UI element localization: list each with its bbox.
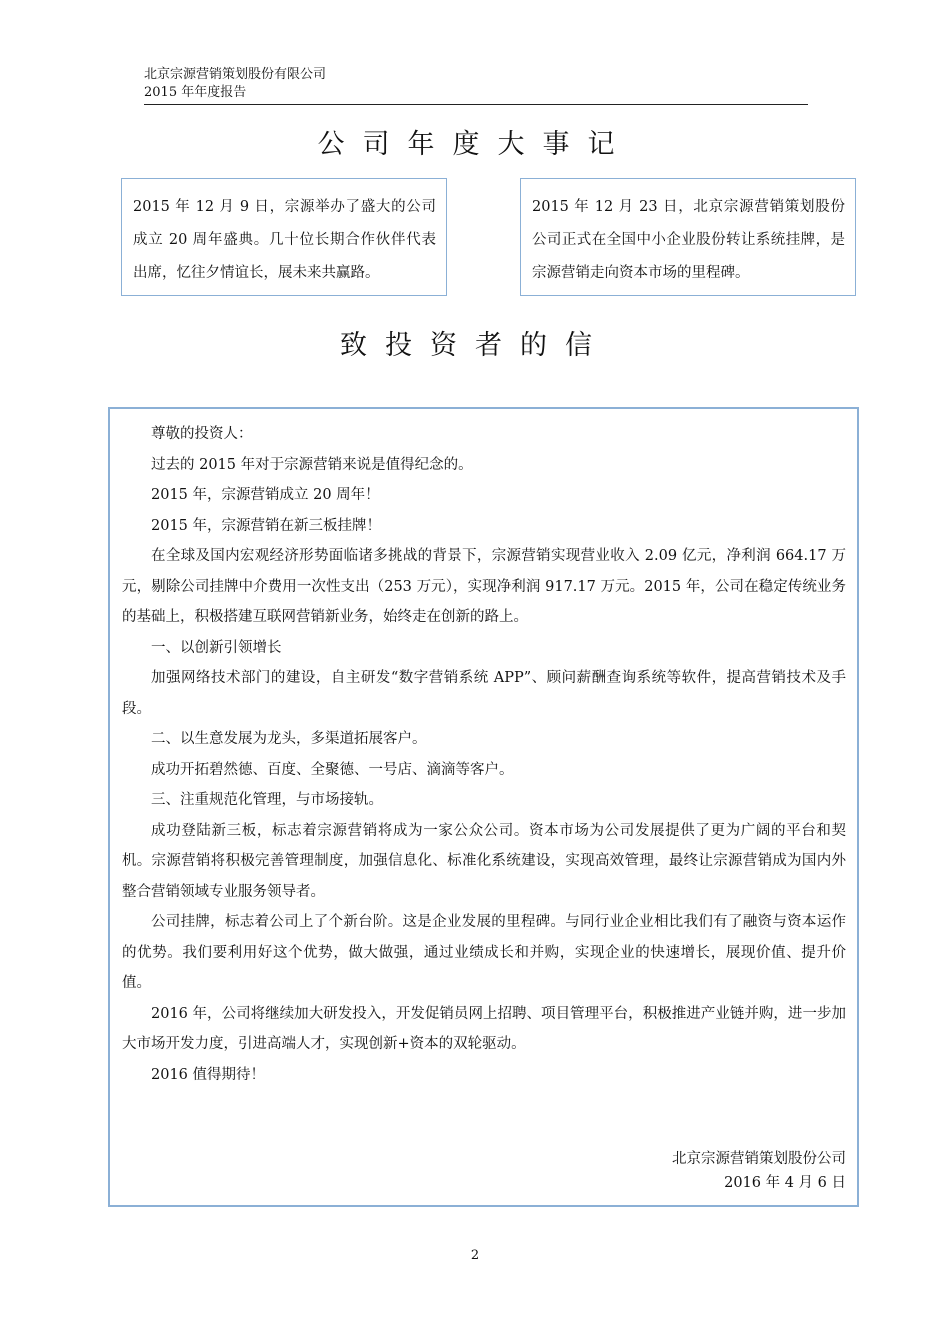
letter-closing: 2016 值得期待！	[151, 1066, 266, 1083]
page-number: 2	[470, 1248, 480, 1263]
header-company-name: 北京宗源营销策划股份有限公司	[144, 67, 327, 82]
letter-paragraph: 2015 年，宗源营销在新三板挂牌！	[151, 517, 382, 534]
letter-paragraph: 成功开拓碧然德、百度、全聚德、一号店、滴滴等客户。	[151, 761, 514, 778]
letter-section-title: 致投资者的信	[340, 330, 610, 361]
letter-heading-innovation: 一、以创新引领增长	[151, 639, 282, 656]
letter-greeting: 尊敬的投资人：	[151, 426, 253, 442]
letter-signature: 北京宗源营销策划股份公司	[672, 1151, 846, 1167]
events-section-title: 公司年度大事记	[317, 129, 633, 160]
header-report-title: 2015 年年度报告	[144, 85, 247, 100]
letter-date: 2016 年 4 月 6 日	[724, 1175, 846, 1191]
letter-paragraph: 过去的 2015 年对于宗源营销来说是值得纪念的。	[151, 456, 473, 473]
letter-signoff	[672, 1147, 846, 1195]
investor-letter	[108, 407, 859, 1207]
page-header	[144, 66, 808, 105]
letter-heading-business: 二、以生意发展为龙头，多渠道拓展客户。	[151, 731, 427, 747]
letter-heading-management: 三、注重规范化管理，与市场接轨。	[151, 792, 383, 808]
letter-paragraph: 2016 年，公司将继续加大研发投入，开发促销员网上招聘、项目管理平台，积极推进产业链并购，进一步加大市场开发力度，引进高端人才，实现创新+资本的双轮驱动。	[122, 1005, 846, 1052]
letter-paragraph: 在全球及国内宏观经济形势面临诸多挑战的背景下，宗源营销实现营业收入 2.09 亿元，净利润 664.17 万元，剔除公司挂牌中介费用一次性支出（253 万元），实现净利润 917.17 万元。2015 年，公司在稳定传统业务的基础上，积极搭建互联网营销新业务，始终走在创新的路上。	[122, 548, 846, 625]
letter-paragraph: 2015 年，宗源营销成立 20 周年！	[151, 487, 380, 503]
letter-paragraph: 加强网络技术部门的建设，自主研发“数字营销系统 APP”、顾问薪酬查询系统等软件，提高营销技术及手段。	[122, 670, 846, 717]
event-box-listing: 2015 年 12 月 23 日，北京宗源营销策划股份公司正式在全国中小企业股份转让系统挂牌，是宗源营销走向资本市场的里程碑。	[520, 178, 856, 296]
event-box-anniversary: 2015 年 12 月 9 日，宗源举办了盛大的公司成立 20 周年盛典。几十位长期合作伙伴代表出席，忆往夕情谊长，展未来共赢路。	[121, 178, 447, 296]
letter-paragraph: 成功登陆新三板，标志着宗源营销将成为一家公众公司。资本市场为公司发展提供了更为广阔的平台和契机。宗源营销将积极完善管理制度，加强信息化、标准化系统建设，实现高效管理，最终让宗源营销成为国内外整合营销领域专业服务领导者。	[122, 822, 846, 900]
letter-paragraph: 公司挂牌，标志着公司上了个新台阶。这是企业发展的里程碑。与同行业企业相比我们有了融资与资本运作的优势。我们要利用好这个优势，做大做强，通过业绩成长和并购，实现企业的快速增长，展现价值、提升价值。	[122, 914, 846, 991]
